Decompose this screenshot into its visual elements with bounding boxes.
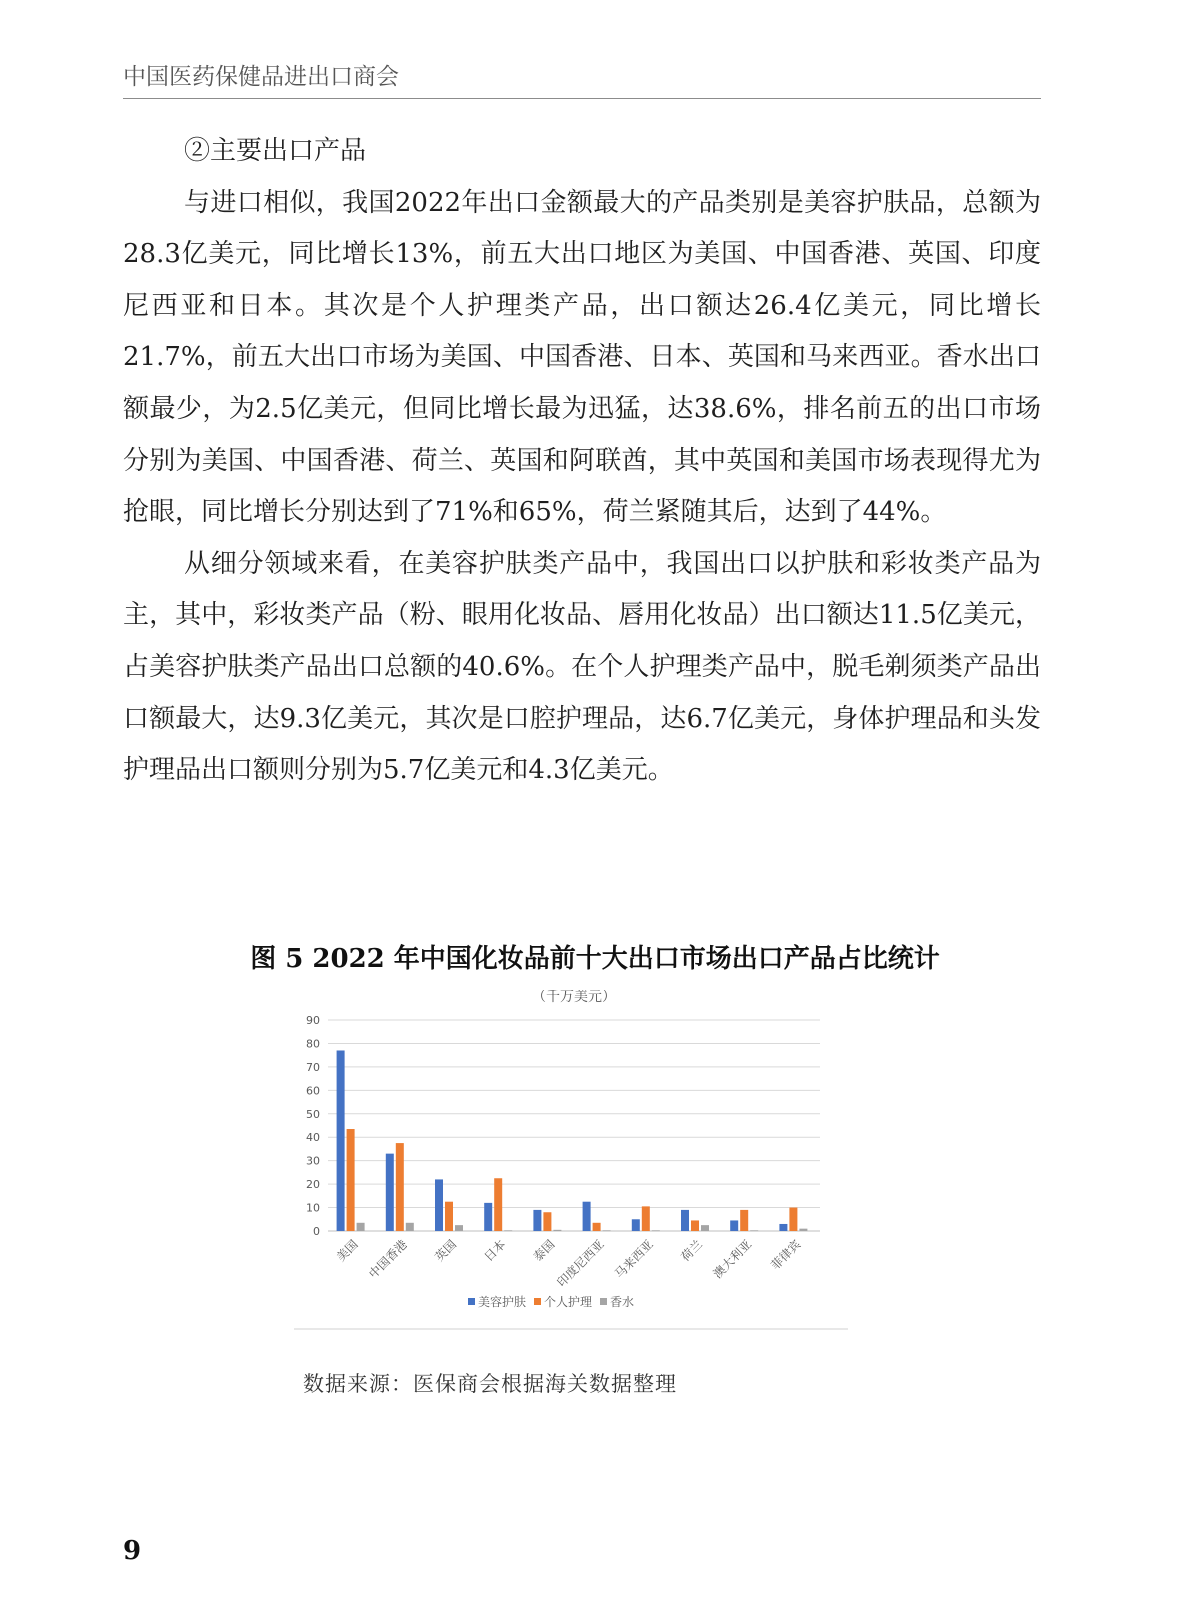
bar-美容护肤 [435, 1179, 443, 1231]
bar-个人护理 [789, 1208, 797, 1231]
bar-香水 [455, 1225, 463, 1231]
x-tick-label: 菲律宾 [768, 1237, 804, 1273]
bar-个人护理 [642, 1206, 650, 1231]
legend-label: 美容护肤 [478, 1295, 527, 1309]
bar-香水 [799, 1229, 807, 1231]
y-tick-label: 20 [306, 1178, 320, 1192]
bar-个人护理 [396, 1143, 404, 1231]
figure-caption: 图 5 2022 年中国化妆品前十大出口市场出口产品占比统计 [250, 944, 940, 974]
bar-香水 [750, 1230, 758, 1231]
bar-个人护理 [494, 1178, 502, 1231]
page-number: 9 [123, 1536, 142, 1566]
y-tick-label: 40 [306, 1131, 320, 1145]
bar-个人护理 [691, 1220, 699, 1231]
bar-美容护肤 [681, 1210, 689, 1231]
x-tick-label: 日本 [481, 1237, 509, 1265]
x-tick-label: 英国 [432, 1237, 460, 1265]
bar-美容护肤 [484, 1203, 492, 1231]
bar-美容护肤 [632, 1219, 640, 1231]
data-source-note: 数据来源：医保商会根据海关数据整理 [303, 1372, 677, 1396]
paragraph-1: 与进口相似，我国2022年出口金额最大的产品类别是美容护肤品，总额为28.3亿美元，同比增长13%，前五大出口地区为美国、中国香港、英国、印度尼西亚和日本。其次是个人护理类产品，出口额达26.4亿美元，同比增长21.7%，前五大出口市场为美国、中国香港、日本、英国和马来西亚。香水出口额最少，为2.5亿美元，但同比增长最为迅猛，达38.6%，排名前五的出口市场分别为美国、中国香港、荷兰、英国和阿联酋，其中英国和美国市场表现得尤为抢眼，同比增长分别达到了71%和65%，荷兰紧随其后，达到了44%。 [123, 187, 1041, 528]
y-tick-label: 80 [306, 1037, 320, 1051]
x-tick-label: 印度尼西亚 [554, 1237, 607, 1290]
x-tick-label: 澳大利亚 [710, 1237, 755, 1282]
bar-美容护肤 [337, 1050, 345, 1231]
x-tick-label: 美国 [333, 1237, 361, 1265]
y-tick-label: 10 [306, 1201, 320, 1215]
bar-美容护肤 [386, 1154, 394, 1231]
x-tick-label: 马来西亚 [612, 1237, 656, 1282]
bar-香水 [406, 1223, 414, 1231]
x-tick-label: 中国香港 [366, 1237, 410, 1282]
bar-个人护理 [445, 1202, 453, 1231]
legend-swatch-香水 [600, 1298, 607, 1305]
bar-香水 [652, 1230, 660, 1231]
header-divider [123, 98, 1041, 99]
bar-美容护肤 [533, 1210, 541, 1231]
bar-个人护理 [347, 1129, 355, 1231]
y-tick-label: 70 [306, 1060, 320, 1074]
bar-香水 [553, 1230, 561, 1231]
running-header: 中国医药保健品进出口商会 [123, 64, 399, 90]
legend-label: 香水 [610, 1295, 635, 1309]
chart-title: （千万美元） [532, 990, 616, 1005]
bar-美容护肤 [583, 1202, 591, 1231]
bar-香水 [603, 1230, 611, 1231]
y-tick-label: 0 [313, 1225, 320, 1238]
bar-香水 [357, 1223, 365, 1231]
bar-个人护理 [740, 1210, 748, 1231]
bar-chart [290, 990, 870, 1340]
bar-美容护肤 [779, 1224, 787, 1231]
bar-个人护理 [593, 1223, 601, 1231]
section-heading: ②主要出口产品 [184, 136, 367, 166]
body-text [123, 126, 1041, 797]
x-tick-label: 荷兰 [678, 1237, 706, 1265]
bar-chart-svg [290, 990, 870, 1340]
y-tick-label: 30 [306, 1154, 320, 1168]
legend-swatch-个人护理 [534, 1298, 541, 1305]
legend-swatch-美容护肤 [468, 1298, 475, 1305]
y-tick-label: 50 [306, 1107, 320, 1121]
bar-美容护肤 [730, 1220, 738, 1231]
y-tick-label: 90 [306, 1014, 320, 1027]
y-tick-label: 60 [306, 1084, 320, 1098]
x-tick-label: 泰国 [530, 1237, 558, 1265]
bar-个人护理 [543, 1212, 551, 1231]
legend-label: 个人护理 [544, 1295, 593, 1309]
bar-香水 [504, 1230, 512, 1231]
paragraph-2: 从细分领域来看，在美容护肤类产品中，我国出口以护肤和彩妆类产品为主，其中，彩妆类产品（粉、眼用化妆品、唇用化妆品）出口额达11.5亿美元，占美容护肤类产品出口总额的40.6%。在个人护理类产品中，脱毛剃须类产品出口额最大，达9.3亿美元，其次是口腔护理品，达6.7亿美元，身体护理品和头发护理品出口额则分别为5.7亿美元和4.3亿美元。 [123, 548, 1041, 786]
bar-香水 [701, 1225, 709, 1231]
